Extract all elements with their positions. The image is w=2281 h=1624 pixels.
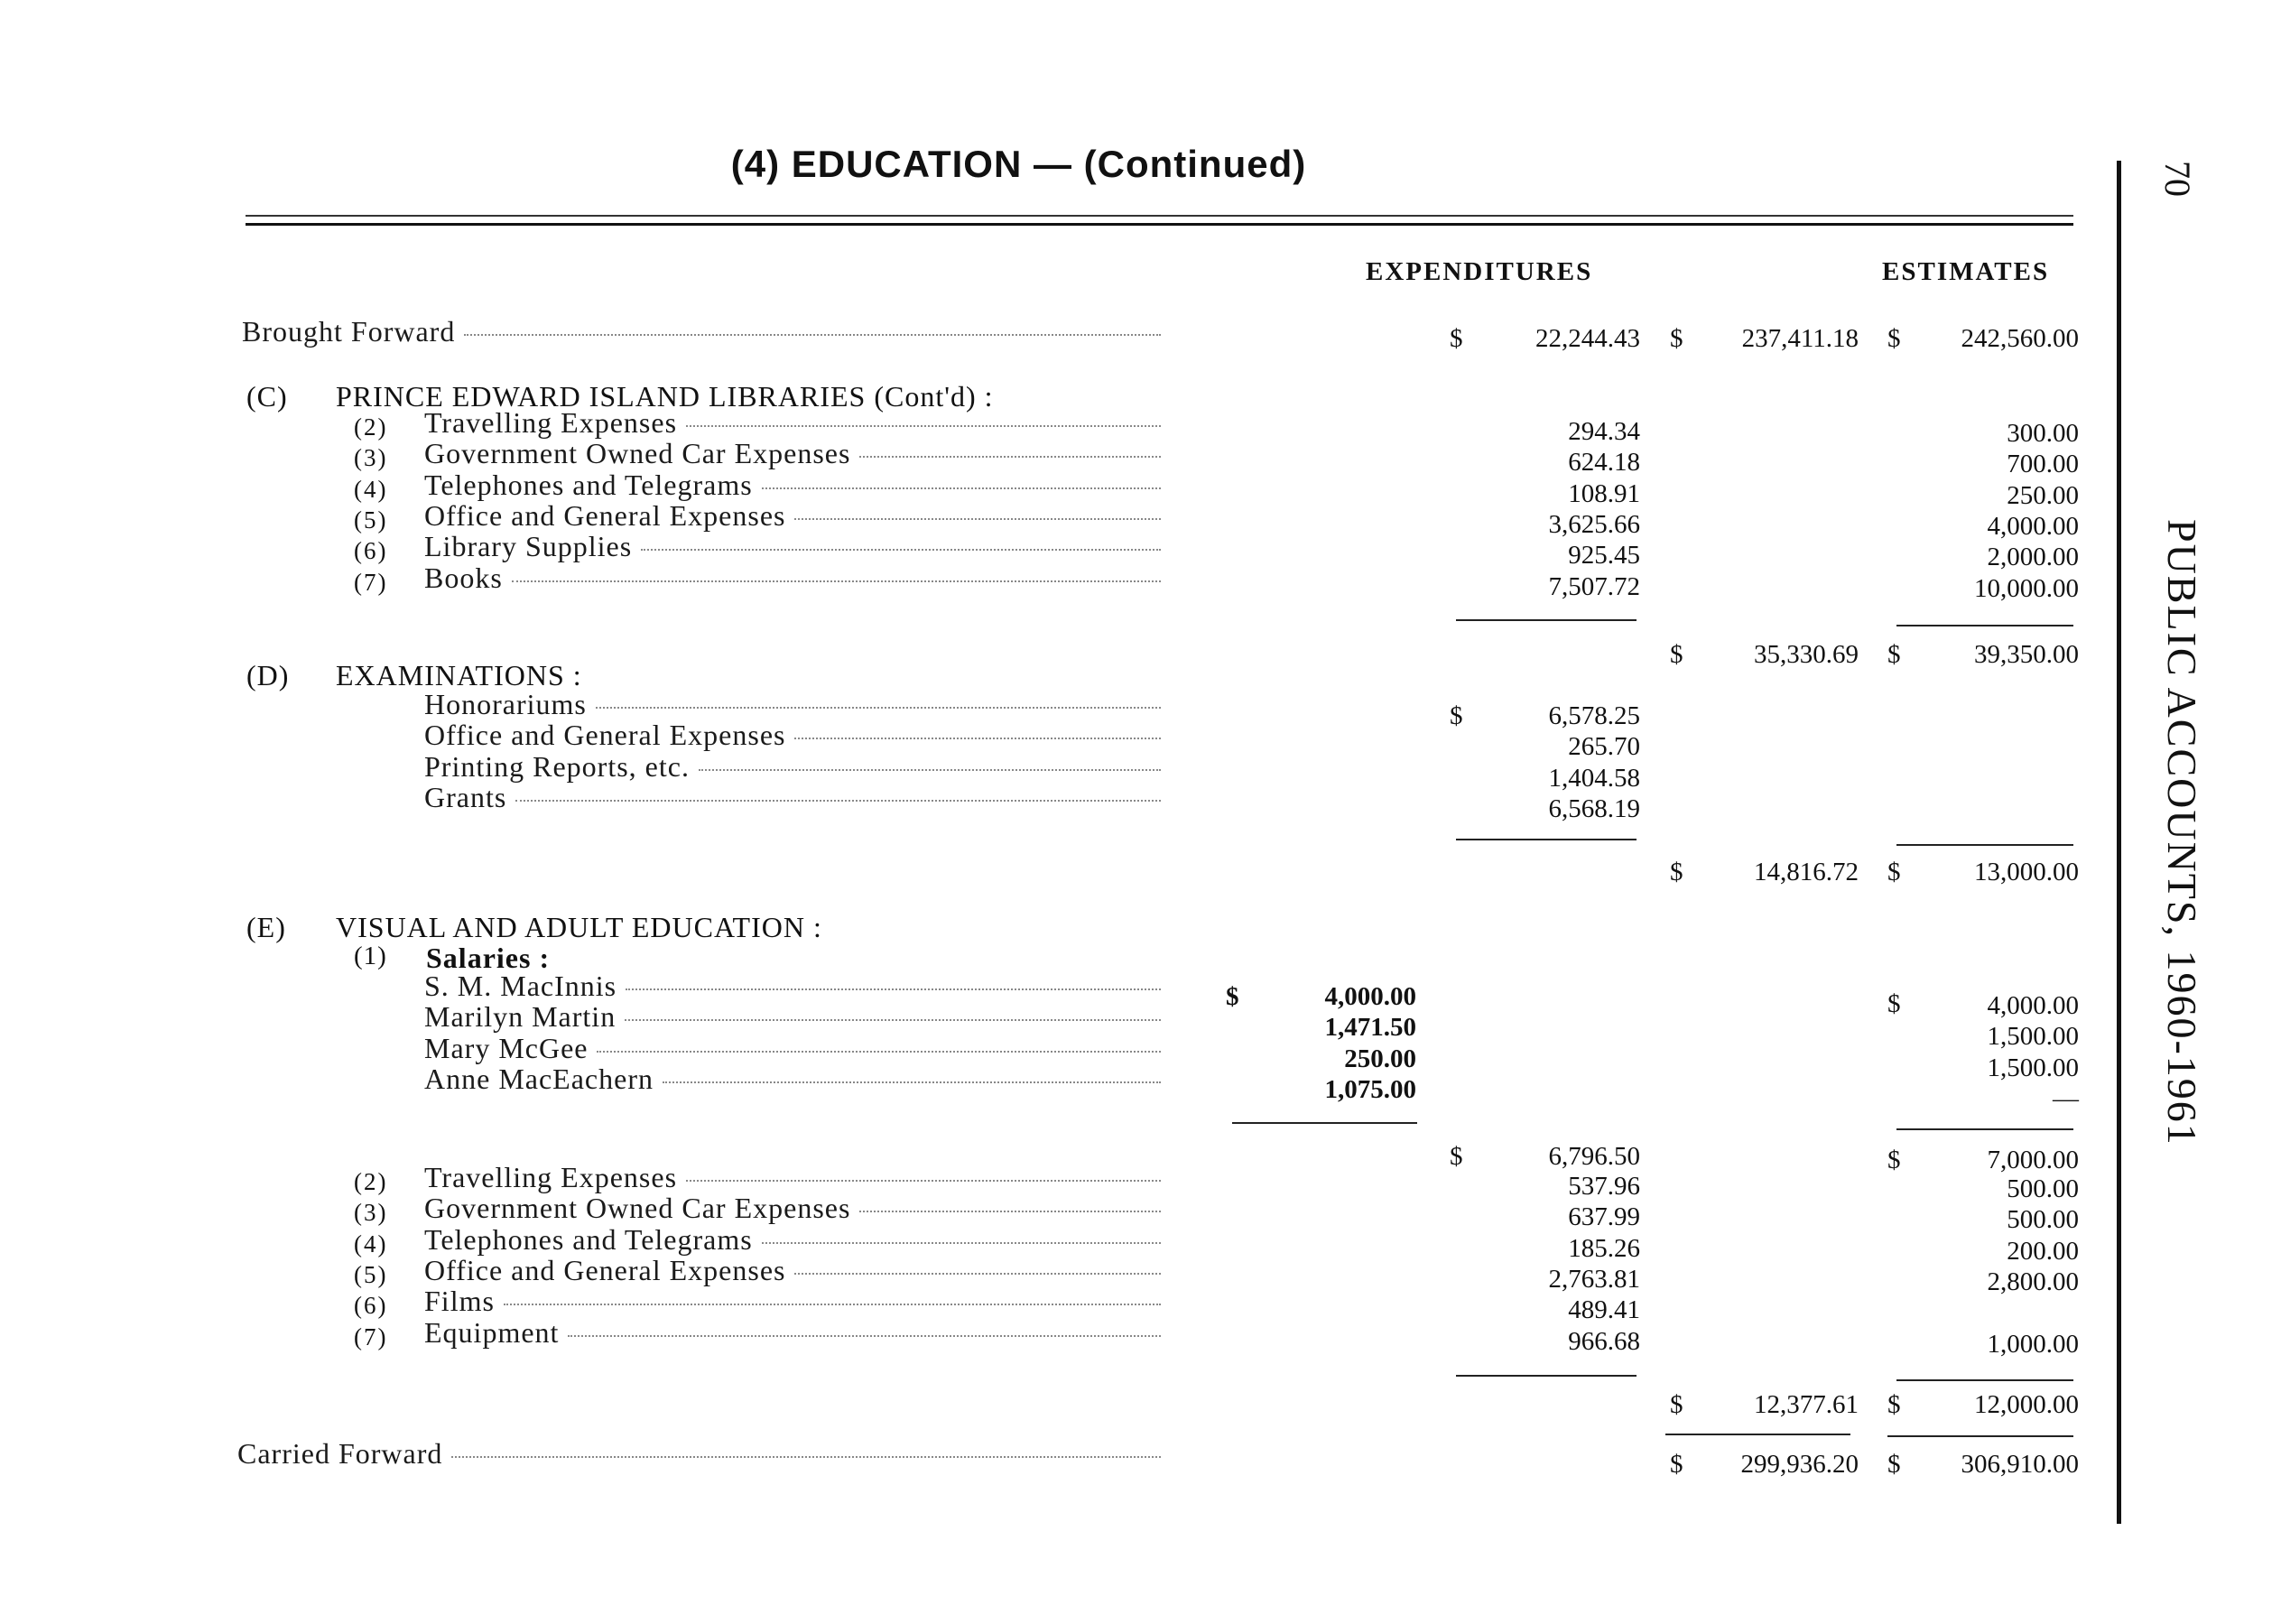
leader-dots [625,1019,1161,1021]
line-item-label-row [424,1254,1161,1287]
salaries-subtotal-rule [1232,1122,1417,1124]
running-head-text: PUBLIC ACCOUNTS, 1960-1961 [2159,519,2205,1146]
salaries-total-exp: 6,796.50 [1548,1142,1640,1171]
line-item-label: Books [424,561,503,594]
section-d-title: EXAMINATIONS : [336,659,582,691]
line-item-exp: 265.70 [1568,732,1640,762]
expenditures-heading: EXPENDITURES [1366,257,1593,286]
line-item-est: 1,000.00 [1987,1329,2079,1359]
line-item-label-row [424,1000,1161,1034]
line-item-label: Government Owned Car Expenses [424,437,851,470]
currency-sign: $ [1226,982,1239,1011]
currency-sign: $ [1887,1146,1901,1174]
currency-sign: $ [1450,324,1463,353]
line-item-est: 300.00 [2007,419,2079,448]
leader-dots [794,1273,1161,1275]
line-item-label: Telephones and Telegrams [424,1222,753,1256]
brought-forward-exp-total: 237,411.18 [1741,324,1859,353]
line-item-exp: 1,075.00 [1324,1074,1416,1104]
line-item-label-row [424,1223,1161,1257]
item-code: (6) [354,1292,388,1320]
salaries-total-est: 7,000.00 [1987,1146,2079,1174]
currency-sign: $ [1670,1390,1683,1419]
line-item-label-row [424,719,1161,752]
section-e-code: (E) [246,911,286,943]
line-item-label-row [424,530,1161,563]
line-item-label-row [424,437,1161,470]
item-code: (3) [354,444,388,472]
line-item-label: Travelling Expenses [424,1161,678,1193]
line-item-label-row [424,688,1161,721]
leader-dots [663,1081,1161,1083]
currency-sign: $ [1450,701,1463,730]
line-item-est: 2,000.00 [1987,543,2079,572]
section-c-est-rule [1896,625,2073,626]
leader-dots [686,1180,1161,1182]
line-item-label: Anne MacEachern [424,1062,654,1095]
leader-dots [794,738,1161,739]
line-item-label: Office and General Expenses [424,1253,786,1286]
line-item-label: Honorariums [424,688,587,720]
currency-sign: $ [1670,1450,1683,1479]
line-item-est: 4,000.00 [1987,511,2079,541]
line-item-exp: 6,578.25 [1548,701,1640,730]
currency-sign: $ [1887,989,1901,1018]
section-e-est-rule [1896,1379,2073,1381]
line-item-label-row [424,1161,1161,1194]
currency-sign: $ [1887,324,1901,353]
line-item-exp: 637.99 [1568,1202,1640,1232]
leader-dots [794,518,1161,520]
line-item-label-row [424,406,1161,440]
line-item-label: Office and General Expenses [424,719,786,752]
line-item-label: Travelling Expenses [424,406,678,439]
brought-forward-row [242,315,1161,348]
estimates-heading: ESTIMATES [1882,257,2050,286]
carried-forward-est: 306,910.00 [1961,1450,2079,1479]
leader-dots [451,1456,1161,1458]
item-code: (7) [354,568,388,596]
line-item-exp: 6,568.19 [1548,793,1640,823]
line-item-exp: 966.68 [1568,1326,1640,1356]
page-title: (4) EDUCATION — (Continued) [730,143,1307,185]
line-item-est: 4,000.00 [1987,991,2079,1020]
line-item-exp: 1,471.50 [1324,1013,1416,1043]
item-code: (3) [354,1199,388,1227]
line-item-label: Office and General Expenses [424,498,786,532]
currency-sign: $ [1670,640,1683,669]
leader-dots [859,456,1161,458]
item-code: (2) [354,1168,388,1195]
line-item-est: 200.00 [2007,1236,2079,1266]
line-item-exp: 489.41 [1568,1295,1640,1325]
line-item-exp: 294.34 [1568,417,1640,446]
leader-dots [596,707,1161,709]
line-item-label-row [424,1316,1161,1350]
leader-dots [626,988,1161,990]
line-item-exp: 624.18 [1568,448,1640,478]
section-c-subtotal-rule [1456,619,1637,621]
section-d-code: (D) [246,659,290,691]
section-e-total-exp: 12,377.61 [1754,1390,1859,1419]
title-rule-top [246,215,2073,217]
leader-dots [568,1335,1161,1337]
salaries-est-rule [1896,1128,2073,1130]
grand-total-est-rule [1887,1435,2073,1437]
section-c-code: (C) [246,380,288,413]
leader-dots [859,1211,1161,1212]
line-item-label: Printing Reports, etc. [424,749,690,783]
line-item-exp: 4,000.00 [1324,982,1416,1011]
currency-sign: $ [1450,1142,1463,1171]
item-code: (5) [354,1260,388,1288]
section-e-total-est: 12,000.00 [1974,1390,2079,1419]
line-item-exp: 250.00 [1344,1044,1416,1073]
carried-forward-exp-total: 299,936.20 [1740,1450,1859,1479]
section-c-title: PRINCE EDWARD ISLAND LIBRARIES (Cont'd) : [336,380,994,413]
line-item-label-row [424,1032,1161,1065]
line-item-exp: 7,507.72 [1548,571,1640,601]
carried-forward-label: Carried Forward [237,1437,443,1470]
line-item-label: Equipment [424,1315,560,1349]
leader-dots [762,487,1161,489]
currency-sign: $ [1670,324,1683,353]
line-item-est: 1,500.00 [1987,1053,2079,1082]
line-item-label: Mary McGee [424,1031,589,1064]
line-item-exp: 1,404.58 [1548,763,1640,793]
salaries-code: (1) [354,942,387,970]
line-item-label-row [424,781,1161,814]
leader-dots [641,549,1161,551]
line-item-exp: 3,625.66 [1548,509,1640,539]
leader-dots [699,769,1161,771]
grand-total-exp-rule [1665,1434,1850,1435]
currency-sign: $ [1670,858,1683,886]
line-item-exp: 2,763.81 [1548,1264,1640,1294]
line-item-label-row [424,1063,1161,1096]
line-item-label: Library Supplies [424,530,633,563]
brought-forward-exp: 22,244.43 [1535,324,1640,353]
page-number-text: 70 [2157,161,2198,197]
line-item-exp: 185.26 [1568,1233,1640,1263]
leader-dots [597,1051,1161,1053]
brought-forward-label: Brought Forward [242,315,456,348]
leader-dots [512,580,1161,582]
section-c-total-est: 39,350.00 [1974,640,2079,669]
line-item-est: — [2053,1083,2079,1113]
section-d-total-exp: 14,816.72 [1754,858,1859,886]
leader-dots [515,800,1161,802]
title-rule-bottom [246,223,2073,226]
item-code: (5) [354,506,388,534]
section-e-title: VISUAL AND ADULT EDUCATION : [336,911,822,943]
margin-rule [2117,161,2121,1524]
currency-sign: $ [1887,1390,1901,1419]
line-item-label-row [424,561,1161,595]
line-item-est: 250.00 [2007,480,2079,510]
line-item-est: 1,500.00 [1987,1022,2079,1052]
section-d-total-est: 13,000.00 [1974,858,2079,886]
currency-sign: $ [1887,1450,1901,1479]
line-item-label: Government Owned Car Expenses [424,1192,851,1225]
line-item-est: 10,000.00 [1974,573,2079,603]
carried-forward-row [237,1437,1161,1471]
leader-dots [762,1242,1161,1244]
section-e-subtotal-rule [1456,1375,1637,1377]
leader-dots [686,425,1161,427]
line-item-label: Marilyn Martin [424,1000,617,1034]
line-item-exp: 537.96 [1568,1172,1640,1201]
line-item-label-row [424,1192,1161,1225]
salaries-title: Salaries : [426,942,551,974]
line-item-est: 500.00 [2007,1174,2079,1203]
line-item-label-row [424,750,1161,784]
line-item-label-row [424,1285,1161,1318]
leader-dots [504,1304,1161,1305]
line-item-label: Telephones and Telegrams [424,468,753,501]
line-item-est: 2,800.00 [1987,1267,2079,1296]
leader-dots [464,334,1161,336]
item-code: (4) [354,1230,388,1257]
line-item-exp: 108.91 [1568,478,1640,508]
item-code: (4) [354,475,388,503]
line-item-label-row [424,469,1161,502]
section-d-est-rule [1896,844,2073,846]
section-c-total-exp: 35,330.69 [1754,640,1859,669]
line-item-label-row [424,970,1161,1003]
section-d-subtotal-rule [1456,839,1637,840]
line-item-exp: 925.45 [1568,541,1640,571]
line-item-label: Films [424,1285,495,1318]
line-item-est: 700.00 [2007,450,2079,479]
line-item-label: Grants [424,780,507,813]
line-item-est: 500.00 [2007,1205,2079,1235]
item-code: (2) [354,413,388,441]
currency-sign: $ [1887,858,1901,886]
item-code: (6) [354,537,388,565]
item-code: (7) [354,1322,388,1350]
line-item-label: S. M. MacInnis [424,970,617,1002]
brought-forward-est: 242,560.00 [1961,324,2079,353]
line-item-label-row [424,499,1161,533]
currency-sign: $ [1887,640,1901,669]
